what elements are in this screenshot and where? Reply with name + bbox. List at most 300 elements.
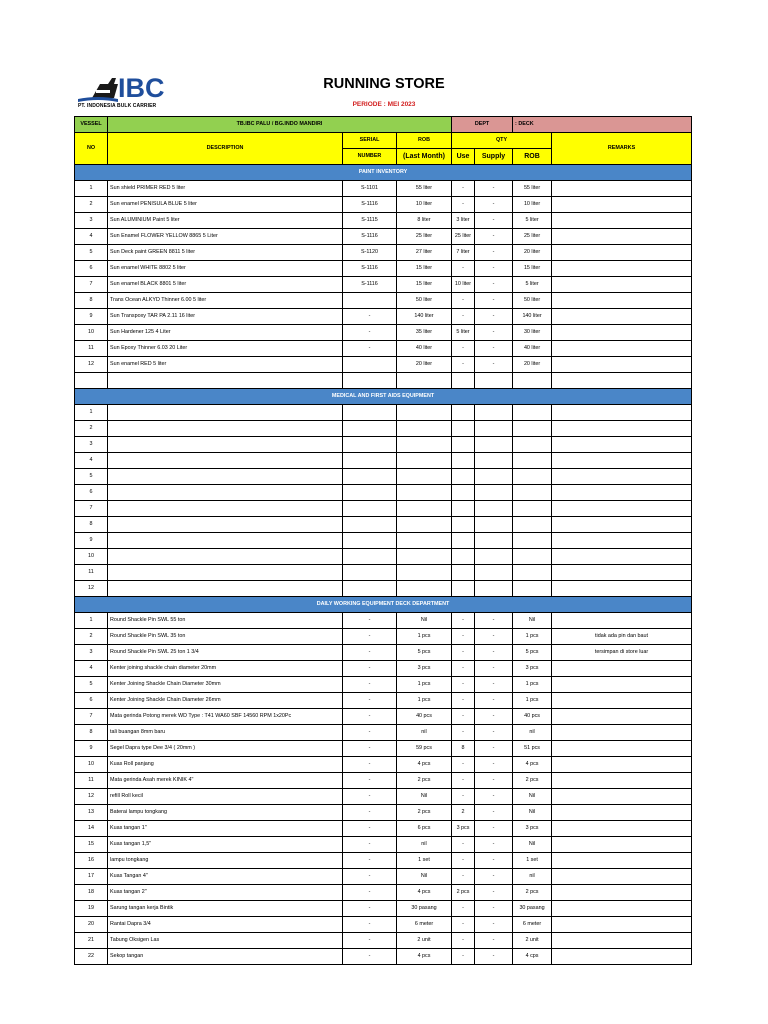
blank-cell xyxy=(552,373,692,389)
cell-description: Round Shackle Pin SWL 55 ton xyxy=(108,613,343,629)
cell-rob: 5 liter xyxy=(513,277,552,293)
cell-supply: - xyxy=(475,821,513,837)
cell-serial: - xyxy=(343,821,397,837)
table-row xyxy=(75,773,692,789)
company-name: PT. INDONESIA BULK CARRIER xyxy=(78,103,157,109)
cell-remarks xyxy=(552,789,692,805)
cell-no: 10 xyxy=(75,325,108,341)
cell-serial xyxy=(343,453,397,469)
cell-rob-last: 30 pasang xyxy=(397,901,452,917)
cell-rob: 3 pcs xyxy=(513,661,552,677)
cell-serial: S-1115 xyxy=(343,213,397,229)
table-row xyxy=(75,677,692,693)
cell-serial xyxy=(343,485,397,501)
table-row xyxy=(75,277,692,293)
cell-remarks xyxy=(552,277,692,293)
cell-remarks xyxy=(552,853,692,869)
cell-no: 1 xyxy=(75,613,108,629)
cell-rob: 2 pcs xyxy=(513,885,552,901)
cell-supply xyxy=(475,469,513,485)
cell-no: 6 xyxy=(75,485,108,501)
cell-no: 5 xyxy=(75,677,108,693)
cell-remarks xyxy=(552,357,692,373)
cell-remarks xyxy=(552,469,692,485)
cell-rob: 6 meter xyxy=(513,917,552,933)
cell-description: Rantai Dapra 3/4 xyxy=(108,917,343,933)
cell-no: 22 xyxy=(75,949,108,965)
cell-description: Sun enamel BLACK 8801 5 liter xyxy=(108,277,343,293)
cell-supply: - xyxy=(475,277,513,293)
cell-description: Sun shield PRIMER RED 5 liter xyxy=(108,181,343,197)
table-row xyxy=(75,245,692,261)
cell-remarks xyxy=(552,757,692,773)
table-row xyxy=(75,309,692,325)
cell-rob-last: 40 pcs xyxy=(397,709,452,725)
cell-serial: S-1101 xyxy=(343,181,397,197)
cell-use xyxy=(452,405,475,421)
cell-rob: 25 liter xyxy=(513,229,552,245)
col-supply-header: Supply xyxy=(475,149,513,165)
cell-rob xyxy=(513,533,552,549)
cell-remarks xyxy=(552,293,692,309)
cell-serial xyxy=(343,421,397,437)
cell-rob-last: 25 liter xyxy=(397,229,452,245)
cell-serial: - xyxy=(343,709,397,725)
cell-serial: S-1116 xyxy=(343,229,397,245)
col-description-header: DESCRIPTION xyxy=(108,133,343,165)
table-row xyxy=(75,485,692,501)
cell-supply xyxy=(475,453,513,469)
cell-rob-last: 15 liter xyxy=(397,277,452,293)
cell-use: - xyxy=(452,661,475,677)
cell-serial: - xyxy=(343,757,397,773)
cell-use xyxy=(452,437,475,453)
cell-serial: S-1116 xyxy=(343,261,397,277)
table-row xyxy=(75,741,692,757)
cell-description: Sun Hardener 125 4 Liter xyxy=(108,325,343,341)
cell-rob-last xyxy=(397,533,452,549)
cell-description xyxy=(108,581,343,597)
blank-cell xyxy=(108,373,343,389)
blank-cell xyxy=(513,373,552,389)
cell-supply: - xyxy=(475,885,513,901)
cell-no: 5 xyxy=(75,245,108,261)
cell-serial: - xyxy=(343,645,397,661)
cell-rob: 15 liter xyxy=(513,261,552,277)
cell-rob-last: 10 liter xyxy=(397,197,452,213)
cell-no: 4 xyxy=(75,661,108,677)
table-row xyxy=(75,197,692,213)
cell-no: 21 xyxy=(75,933,108,949)
cell-remarks xyxy=(552,197,692,213)
cell-remarks xyxy=(552,437,692,453)
cell-no: 12 xyxy=(75,581,108,597)
cell-description xyxy=(108,453,343,469)
cell-no: 13 xyxy=(75,805,108,821)
cell-supply: - xyxy=(475,245,513,261)
cell-description: Tabung Oksigen Las xyxy=(108,933,343,949)
cell-description: Mata gerinda Potong merek WD Type : T41 WA60 SBF 14560 RPM 1x20Pc xyxy=(108,709,343,725)
cell-supply xyxy=(475,485,513,501)
table-row xyxy=(75,565,692,581)
cell-rob-last: nil xyxy=(397,725,452,741)
cell-description: Sun Deck paint GREEN 8811 5 liter xyxy=(108,245,343,261)
cell-use xyxy=(452,533,475,549)
cell-rob: 2 unit xyxy=(513,933,552,949)
cell-remarks xyxy=(552,725,692,741)
cell-rob xyxy=(513,581,552,597)
cell-rob xyxy=(513,405,552,421)
cell-remarks xyxy=(552,869,692,885)
cell-supply: - xyxy=(475,293,513,309)
cell-serial xyxy=(343,533,397,549)
cell-rob: 30 pasang xyxy=(513,901,552,917)
cell-serial: S-1120 xyxy=(343,245,397,261)
cell-supply: - xyxy=(475,357,513,373)
cell-serial: - xyxy=(343,901,397,917)
cell-use xyxy=(452,517,475,533)
table-row xyxy=(75,853,692,869)
cell-use: - xyxy=(452,837,475,853)
cell-rob: 3 pcs xyxy=(513,821,552,837)
cell-use xyxy=(452,549,475,565)
cell-rob: 1 set xyxy=(513,853,552,869)
cell-rob: nil xyxy=(513,869,552,885)
cell-no: 3 xyxy=(75,645,108,661)
table-row xyxy=(75,933,692,949)
cell-supply: - xyxy=(475,677,513,693)
cell-rob-last xyxy=(397,485,452,501)
cell-no: 15 xyxy=(75,837,108,853)
table-row xyxy=(75,181,692,197)
cell-supply: - xyxy=(475,805,513,821)
cell-description xyxy=(108,501,343,517)
cell-supply: - xyxy=(475,325,513,341)
cell-supply xyxy=(475,581,513,597)
cell-description xyxy=(108,405,343,421)
cell-remarks xyxy=(552,821,692,837)
cell-remarks xyxy=(552,917,692,933)
dept-label: DEPT xyxy=(452,117,513,133)
cell-rob-last: 2 pcs xyxy=(397,773,452,789)
cell-rob-last: 3 pcs xyxy=(397,661,452,677)
cell-supply xyxy=(475,533,513,549)
cell-use xyxy=(452,469,475,485)
cell-rob-last: Nil xyxy=(397,869,452,885)
cell-no: 17 xyxy=(75,869,108,885)
table-row xyxy=(75,549,692,565)
cell-serial xyxy=(343,293,397,309)
cell-description xyxy=(108,469,343,485)
cell-description: Kuas tangan 2" xyxy=(108,885,343,901)
cell-rob-last: 1 pcs xyxy=(397,677,452,693)
cell-supply xyxy=(475,405,513,421)
blank-cell xyxy=(343,373,397,389)
cell-description: Round Shackle Pin SWL 35 ton xyxy=(108,629,343,645)
section-title: PAINT INVENTORY xyxy=(75,165,692,181)
cell-remarks xyxy=(552,213,692,229)
cell-rob xyxy=(513,517,552,533)
cell-use: - xyxy=(452,693,475,709)
cell-use: - xyxy=(452,901,475,917)
cell-description: Kenter joining shackle chain diameter 20mm xyxy=(108,661,343,677)
cell-use: 3 pcs xyxy=(452,821,475,837)
table-row xyxy=(75,821,692,837)
cell-use: 7 liter xyxy=(452,245,475,261)
cell-remarks xyxy=(552,501,692,517)
dept-value: : DECK xyxy=(513,117,692,133)
table-row xyxy=(75,501,692,517)
cell-remarks xyxy=(552,229,692,245)
cell-description: Sun enamel RED 5 liter xyxy=(108,357,343,373)
cell-serial xyxy=(343,501,397,517)
cell-description: Kuas Roll panjang xyxy=(108,757,343,773)
cell-description xyxy=(108,485,343,501)
cell-description: Kuas tangan 1,5" xyxy=(108,837,343,853)
cell-supply xyxy=(475,501,513,517)
cell-supply: - xyxy=(475,629,513,645)
table-row xyxy=(75,789,692,805)
cell-serial: - xyxy=(343,949,397,965)
cell-serial xyxy=(343,357,397,373)
cell-description: Sun Epoxy Thinner 6.03 20 Liter xyxy=(108,341,343,357)
cell-rob: 30 liter xyxy=(513,325,552,341)
cell-rob-last xyxy=(397,549,452,565)
cell-description: Sun enamel WHITE 8802 5 liter xyxy=(108,261,343,277)
cell-supply: - xyxy=(475,213,513,229)
table-row xyxy=(75,421,692,437)
cell-rob xyxy=(513,421,552,437)
cell-rob-last: 6 pcs xyxy=(397,821,452,837)
cell-rob-last: Nil xyxy=(397,613,452,629)
cell-rob: 5 liter xyxy=(513,213,552,229)
cell-supply: - xyxy=(475,341,513,357)
cell-use: 10 liter xyxy=(452,277,475,293)
cell-supply: - xyxy=(475,917,513,933)
col-use-header: Use xyxy=(452,149,475,165)
vessel-label: VESSEL xyxy=(75,117,108,133)
cell-rob: 1 pcs xyxy=(513,629,552,645)
cell-no: 8 xyxy=(75,517,108,533)
cell-rob-last: nil xyxy=(397,837,452,853)
cell-no: 7 xyxy=(75,709,108,725)
cell-rob-last: 4 pcs xyxy=(397,757,452,773)
cell-rob xyxy=(513,437,552,453)
table-row xyxy=(75,261,692,277)
cell-serial: S-1116 xyxy=(343,197,397,213)
blank-row xyxy=(75,373,692,389)
cell-supply: - xyxy=(475,613,513,629)
cell-supply: - xyxy=(475,933,513,949)
cell-remarks xyxy=(552,245,692,261)
cell-use: 3 liter xyxy=(452,213,475,229)
cell-rob: 4 cps xyxy=(513,949,552,965)
cell-remarks xyxy=(552,485,692,501)
cell-no: 7 xyxy=(75,277,108,293)
cell-remarks xyxy=(552,581,692,597)
cell-no: 20 xyxy=(75,917,108,933)
vessel-row xyxy=(75,117,692,133)
cell-no: 3 xyxy=(75,213,108,229)
cell-remarks xyxy=(552,661,692,677)
table-row xyxy=(75,613,692,629)
table-row xyxy=(75,693,692,709)
table-row xyxy=(75,661,692,677)
col-rob-last-header-2: (Last Month) xyxy=(397,149,452,165)
cell-rob: 140 liter xyxy=(513,309,552,325)
table-body xyxy=(75,117,692,965)
cell-description xyxy=(108,565,343,581)
cell-remarks xyxy=(552,885,692,901)
cell-supply xyxy=(475,421,513,437)
cell-remarks xyxy=(552,805,692,821)
cell-use: - xyxy=(452,613,475,629)
table-row xyxy=(75,837,692,853)
cell-rob-last: 2 pcs xyxy=(397,805,452,821)
vessel-name: TB.IBC PALU / BG.INDO MANDIRI xyxy=(108,117,452,133)
store-table xyxy=(74,116,692,965)
cell-rob: Nil xyxy=(513,613,552,629)
cell-supply: - xyxy=(475,709,513,725)
cell-no: 1 xyxy=(75,181,108,197)
cell-description: Kuas tangan 1" xyxy=(108,821,343,837)
cell-supply: - xyxy=(475,309,513,325)
cell-supply: - xyxy=(475,837,513,853)
cell-remarks: tidak ada pin dan baut xyxy=(552,629,692,645)
cell-rob: 5 pcs xyxy=(513,645,552,661)
cell-serial: - xyxy=(343,773,397,789)
cell-supply: - xyxy=(475,741,513,757)
cell-remarks xyxy=(552,693,692,709)
cell-serial: - xyxy=(343,869,397,885)
cell-use xyxy=(452,453,475,469)
table-row xyxy=(75,517,692,533)
blank-cell xyxy=(475,373,513,389)
table-row xyxy=(75,405,692,421)
cell-rob xyxy=(513,501,552,517)
cell-serial: S-1116 xyxy=(343,277,397,293)
cell-remarks xyxy=(552,613,692,629)
cell-serial xyxy=(343,581,397,597)
col-qty-header: QTY xyxy=(452,133,552,149)
document-period: PERIODE : MEI 2023 xyxy=(352,101,416,108)
col-rob-header: ROB xyxy=(513,149,552,165)
cell-use: 2 pcs xyxy=(452,885,475,901)
cell-use: - xyxy=(452,757,475,773)
cell-use: - xyxy=(452,949,475,965)
cell-description xyxy=(108,517,343,533)
cell-rob: 50 liter xyxy=(513,293,552,309)
cell-description: lampu tongkang xyxy=(108,853,343,869)
table-row xyxy=(75,869,692,885)
cell-no: 19 xyxy=(75,901,108,917)
cell-rob: nil xyxy=(513,725,552,741)
cell-no: 9 xyxy=(75,309,108,325)
cell-supply: - xyxy=(475,229,513,245)
cell-remarks xyxy=(552,325,692,341)
cell-remarks xyxy=(552,933,692,949)
cell-no: 6 xyxy=(75,261,108,277)
cell-no: 4 xyxy=(75,229,108,245)
cell-rob-last xyxy=(397,469,452,485)
cell-supply: - xyxy=(475,773,513,789)
cell-no: 2 xyxy=(75,197,108,213)
cell-serial: - xyxy=(343,629,397,645)
cell-serial: - xyxy=(343,933,397,949)
cell-rob-last: 1 pcs xyxy=(397,629,452,645)
cell-supply xyxy=(475,549,513,565)
table-row xyxy=(75,453,692,469)
section-header xyxy=(75,165,692,181)
cell-rob: 40 liter xyxy=(513,341,552,357)
cell-supply: - xyxy=(475,757,513,773)
cell-use xyxy=(452,485,475,501)
cell-no: 2 xyxy=(75,629,108,645)
cell-remarks xyxy=(552,773,692,789)
blank-cell xyxy=(397,373,452,389)
cell-rob-last xyxy=(397,581,452,597)
col-serial-header: SERIAL xyxy=(343,133,397,149)
blank-cell xyxy=(452,373,475,389)
cell-description: Segel Dapra type Dee 3/4 ( 20mm ) xyxy=(108,741,343,757)
cell-no: 5 xyxy=(75,469,108,485)
cell-serial xyxy=(343,437,397,453)
document-title: RUNNING STORE xyxy=(323,76,445,92)
cell-supply xyxy=(475,565,513,581)
cell-description: Round Shackle Pin SWL 25 ton 1 3/4 xyxy=(108,645,343,661)
cell-supply: - xyxy=(475,693,513,709)
cell-remarks xyxy=(552,741,692,757)
cell-use: - xyxy=(452,181,475,197)
cell-no: 11 xyxy=(75,341,108,357)
cell-supply: - xyxy=(475,261,513,277)
cell-description: Sun Enamel FLOWER YELLOW 8865 5 Liter xyxy=(108,229,343,245)
col-remarks-header: REMARKS xyxy=(552,133,692,165)
cell-rob xyxy=(513,485,552,501)
cell-rob-last xyxy=(397,565,452,581)
cell-supply xyxy=(475,517,513,533)
cell-rob: 20 liter xyxy=(513,357,552,373)
cell-rob-last xyxy=(397,453,452,469)
col-rob-last-header: ROB xyxy=(397,133,452,149)
cell-remarks xyxy=(552,949,692,965)
table-row xyxy=(75,757,692,773)
cell-no: 12 xyxy=(75,789,108,805)
table-row xyxy=(75,437,692,453)
cell-description: Trans Ocean ALKYD Thinner 6.00 5 liter xyxy=(108,293,343,309)
cell-use: - xyxy=(452,773,475,789)
cell-use: - xyxy=(452,853,475,869)
cell-rob-last: 27 liter xyxy=(397,245,452,261)
cell-rob-last: 1 pcs xyxy=(397,693,452,709)
table-row xyxy=(75,533,692,549)
cell-no: 6 xyxy=(75,693,108,709)
cell-rob: 40 pcs xyxy=(513,709,552,725)
cell-serial xyxy=(343,405,397,421)
cell-description: Kuas Tangan 4" xyxy=(108,869,343,885)
cell-serial: - xyxy=(343,837,397,853)
cell-no: 9 xyxy=(75,533,108,549)
header-row xyxy=(75,133,692,149)
table-row xyxy=(75,581,692,597)
table-row xyxy=(75,709,692,725)
cell-rob-last: 55 liter xyxy=(397,181,452,197)
cell-rob: Nil xyxy=(513,837,552,853)
cell-remarks xyxy=(552,181,692,197)
cell-description: Sun ALUMINIUM Paint 5 liter xyxy=(108,213,343,229)
table-row xyxy=(75,469,692,485)
cell-supply: - xyxy=(475,197,513,213)
